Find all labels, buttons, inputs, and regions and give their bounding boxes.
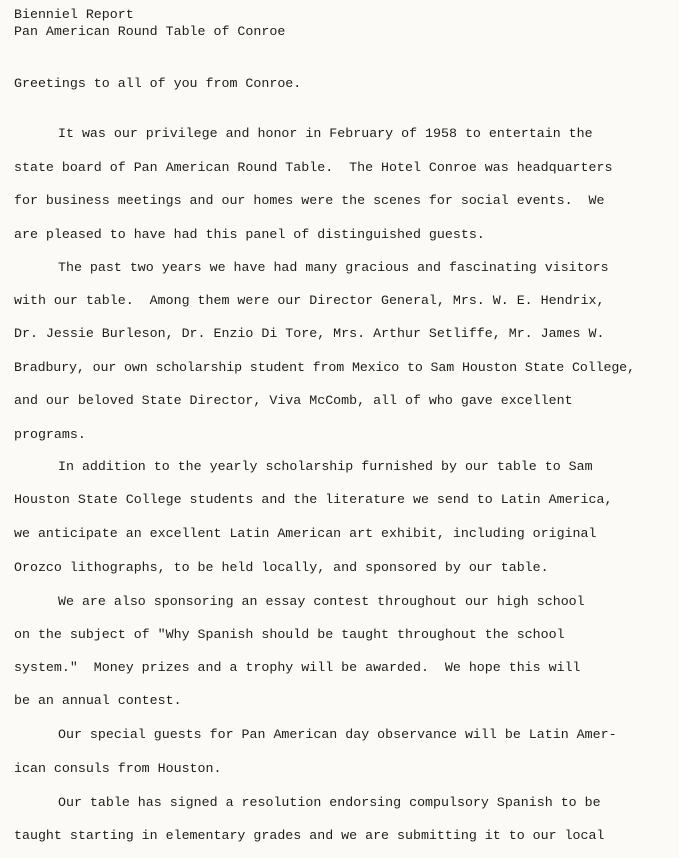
body-line: programs. <box>14 427 86 442</box>
body-line: system." Money prizes and a trophy will be awarded. We hope this will <box>14 660 581 675</box>
body-line: taught starting in elementary grades and we are submitting it to our local <box>14 828 605 843</box>
body-line: Bradbury, our own scholarship student from Mexico to Sam Houston State College, <box>14 360 635 375</box>
report-title: Bienniel Report <box>14 7 134 22</box>
body-line: Dr. Jessie Burleson, Dr. Enzio Di Tore, Mrs. Arthur Setliffe, Mr. James W. <box>14 326 605 341</box>
body-line: for business meetings and our homes were the scenes for social events. We <box>14 193 605 208</box>
body-line: ican consuls from Houston. <box>14 761 222 776</box>
body-line: Our table has signed a resolution endorsing compulsory Spanish to be <box>58 795 601 810</box>
body-line: Houston State College students and the literature we send to Latin America, <box>14 492 613 507</box>
body-line: we anticipate an excellent Latin American art exhibit, including original <box>14 526 597 541</box>
body-line: It was our privilege and honor in February of 1958 to entertain the <box>58 126 593 141</box>
body-line: are pleased to have had this panel of distinguished guests. <box>14 227 485 242</box>
organization-name: Pan American Round Table of Conroe <box>14 24 286 39</box>
body-line: Our special guests for Pan American day observance will be Latin Amer- <box>58 727 617 742</box>
body-line: be an annual contest. <box>14 693 182 708</box>
body-line: We are also sponsoring an essay contest throughout our high school <box>58 594 585 609</box>
body-line: Orozco lithographs, to be held locally, and sponsored by our table. <box>14 560 549 575</box>
body-line: In addition to the yearly scholarship furnished by our table to Sam <box>58 459 593 474</box>
body-line: The past two years we have had many gracious and fascinating visitors <box>58 260 609 275</box>
body-line: on the subject of "Why Spanish should be taught throughout the school <box>14 627 565 642</box>
body-line: with our table. Among them were our Director General, Mrs. W. E. Hendrix, <box>14 293 605 308</box>
body-line: state board of Pan American Round Table. The Hotel Conroe was headquarters <box>14 160 613 175</box>
body-line: and our beloved State Director, Viva McComb, all of who gave excellent <box>14 393 573 408</box>
greeting-line: Greetings to all of you from Conroe. <box>14 76 302 91</box>
